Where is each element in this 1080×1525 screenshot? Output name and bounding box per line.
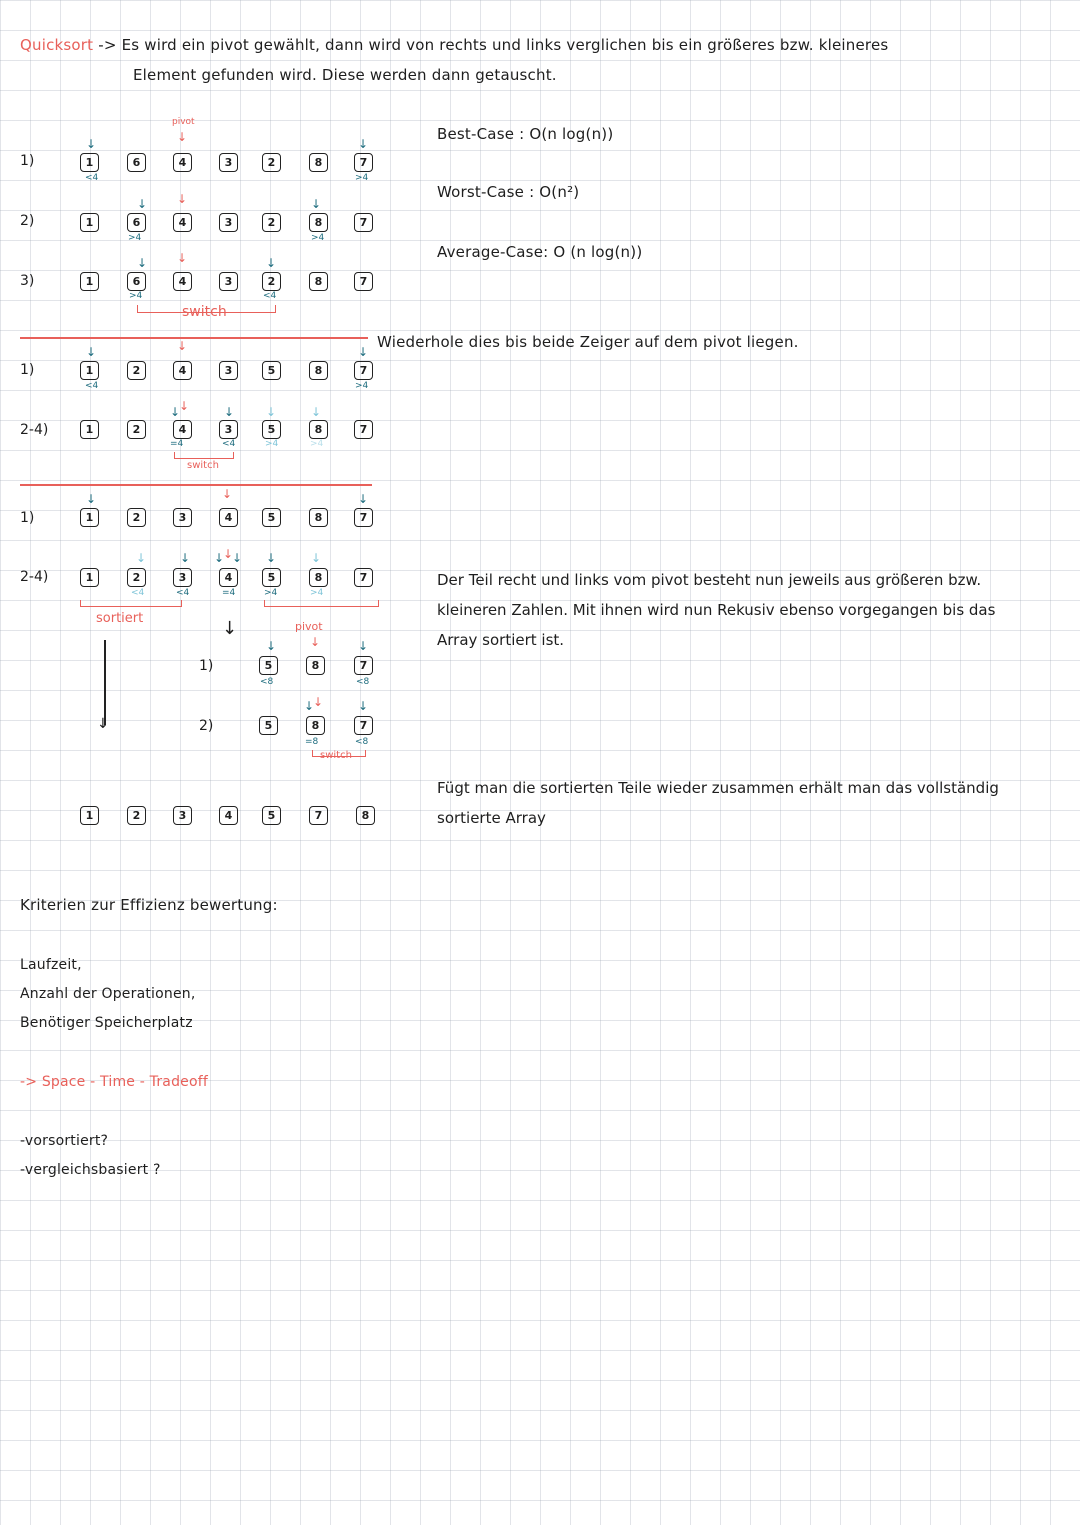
intro-line-2: Element gefunden wird. Diese werden dann getauscht. [133,66,557,84]
left-pointer-arrow: ↓ [214,551,225,565]
pivot-arrow: ↓ [179,399,190,413]
left-pointer-arrow: ↓ [170,405,181,419]
row-label: 2-4) [20,569,49,585]
light-pointer-arrow: ↓ [311,551,322,565]
array-cell: 3 [173,806,192,825]
left-pointer-arrow: ↓ [86,492,97,506]
array-cell: 5 [262,420,281,439]
array-cell: 5 [262,568,281,587]
sortiert-label: sortiert [96,611,144,626]
array-row-r2 [80,213,380,235]
annotation: =4 [222,588,236,598]
array-cell: 8 [306,716,325,735]
pivot-arrow: ↓ [313,695,324,709]
pivot-arrow: ↓ [222,487,233,501]
annotation: <4 [85,381,99,391]
array-cell: 5 [262,361,281,380]
array-cell: 2 [127,420,146,439]
right-pointer-arrow: ↓ [224,405,235,419]
pivot-arrow: ↓ [223,547,234,561]
array-cell: 8 [309,568,328,587]
annotation: <4 [131,588,145,598]
criteria-item: Laufzeit, [20,957,82,973]
row-label: 1) [20,153,35,169]
array-cell: 4 [173,361,192,380]
right-pointer-arrow: ↓ [358,345,369,359]
array-cell: 2 [127,568,146,587]
left-pointer-arrow: ↓ [180,551,191,565]
array-cell: 1 [80,420,99,439]
annotation: =4 [170,439,184,449]
right-pointer-arrow: ↓ [311,197,322,211]
left-pointer-arrow: ↓ [86,137,97,151]
array-cell: 1 [80,213,99,232]
annotation: >4 [265,439,279,449]
array-cell: 7 [354,213,373,232]
annotation: >4 [311,233,325,243]
right-pointer-arrow: ↓ [358,639,369,653]
switch-label: switch [320,750,352,761]
partition-note: Der Teil recht und links vom pivot besteht nun jeweils aus größeren bzw. kleineren Zahlen. Mit ihnen wird nun Rekusiv ebenso vorgegangen bis das Array sortiert ist. [437,571,996,649]
row-label: 2) [20,213,35,229]
array-cell: 8 [309,213,328,232]
array-cell: 3 [219,213,238,232]
array-cell: 1 [80,361,99,380]
array-cell: 8 [309,508,328,527]
down-arrow-icon: ↓ [97,716,109,732]
array-cell: 4 [173,153,192,172]
array-cell: 3 [219,153,238,172]
array-row-r3 [80,272,380,294]
left-pointer-arrow: ↓ [304,699,315,713]
array-cell: 4 [219,568,238,587]
array-row-r1 [80,153,380,175]
annotation: <4 [85,173,99,183]
left-pointer-arrow: ↓ [266,639,277,653]
pivot-arrow: ↓ [177,251,188,265]
array-cell: 4 [173,420,192,439]
switch-label: switch [187,460,219,471]
array-cell: 2 [262,213,281,232]
vertical-line [104,640,106,725]
left-pointer-arrow: ↓ [86,345,97,359]
switch-label: switch [182,304,227,320]
row-label: 3) [20,273,35,289]
array-cell: 7 [309,806,328,825]
array-cell: 2 [262,272,281,291]
light-pointer-arrow: ↓ [136,551,147,565]
left-pointer-arrow: ↓ [137,197,148,211]
divider [20,484,372,486]
divider [20,337,368,339]
criteria-item: Anzahl der Operationen, [20,986,196,1002]
array-cell: 2 [127,361,146,380]
row-label: 2-4) [20,422,49,438]
array-cell: 3 [173,508,192,527]
row-label: 1) [199,658,214,674]
array-cell: 7 [354,361,373,380]
annotation: >4 [355,173,369,183]
left-pointer-arrow: ↓ [137,256,148,270]
annotation: >4 [310,588,324,598]
right-pointer-arrow: ↓ [358,137,369,151]
array-cell: 4 [173,213,192,232]
array-cell: 3 [219,272,238,291]
array-cell: 5 [262,508,281,527]
array-cell: 2 [127,806,146,825]
array-cell: 3 [219,420,238,439]
array-cell: 2 [127,508,146,527]
annotation: >4 [355,381,369,391]
array-row-r6 [80,508,380,530]
pivot-label: pivot [295,620,323,633]
array-cell: 1 [80,272,99,291]
array-cell: 8 [309,361,328,380]
array-cell: 6 [127,153,146,172]
array-cell: 8 [309,420,328,439]
array-cell: 7 [354,568,373,587]
annotation: <8 [356,677,370,687]
annotation: >4 [129,291,143,301]
array-cell: 7 [354,656,373,675]
intro-line-1: Quicksort -> Es wird ein pivot gewählt, dann wird von rechts und links verglichen bis ein größeres bzw. kleineres [20,36,889,54]
pivot-arrow: ↓ [177,192,188,206]
array-cell: 7 [354,153,373,172]
annotation: <4 [263,291,277,301]
array-cell: 1 [80,806,99,825]
array-cell: 8 [309,153,328,172]
down-arrow-icon: ↓ [222,618,238,639]
right-pointer-arrow: ↓ [232,551,243,565]
pivot-arrow: ↓ [177,130,188,144]
question: -vorsortiert? [20,1133,109,1149]
array-cell: 1 [80,568,99,587]
array-cell: 6 [127,213,146,232]
array-cell: 5 [259,656,278,675]
right-pointer-arrow: ↓ [358,492,369,506]
criteria-title: Kriterien zur Effizienz bewertung: [20,896,278,914]
best-case: Best-Case : O(n log(n)) [437,125,614,143]
annotation: >4 [128,233,142,243]
row-label: 1) [20,362,35,378]
pivot-arrow: ↓ [177,339,188,353]
array-cell: 7 [354,716,373,735]
annotation: <8 [355,737,369,747]
array-cell: 7 [354,272,373,291]
array-cell: 4 [173,272,192,291]
array-cell: 1 [80,153,99,172]
sorted-bracket [264,600,379,607]
array-cell: 7 [354,420,373,439]
annotation: >4 [310,439,324,449]
right-pointer-arrow: ↓ [266,551,277,565]
combine-note: Fügt man die sortierten Teile wieder zusammen erhält man das vollständig sortierte Array [437,779,999,827]
tradeoff: -> Space - Time - Tradeoff [20,1074,209,1090]
array-row-r8 [259,656,379,678]
worst-case: Worst-Case : O(n²) [437,183,580,201]
pivot-arrow: ↓ [310,635,321,649]
title: Quicksort [20,36,94,54]
annotation: >4 [264,588,278,598]
right-pointer-arrow: ↓ [358,699,369,713]
question: -vergleichsbasiert ? [20,1162,161,1178]
switch-bracket [174,452,234,459]
array-cell: 2 [262,153,281,172]
annotation: =8 [305,737,319,747]
annotation: <4 [176,588,190,598]
array-cell: 3 [219,361,238,380]
pivot-label: pivot [172,117,195,127]
light-pointer-arrow: ↓ [266,405,277,419]
right-pointer-arrow: ↓ [266,256,277,270]
row-label: 2) [199,718,214,734]
light-pointer-arrow: ↓ [311,405,322,419]
row-label: 1) [20,510,35,526]
array-row-r4 [80,361,380,383]
average-case: Average-Case: O (n log(n)) [437,243,643,261]
array-row-r9 [259,716,379,738]
criteria-item: Benötiger Speicherplatz [20,1015,193,1031]
array-cell: 3 [173,568,192,587]
array-cell: 8 [356,806,375,825]
array-cell: 5 [259,716,278,735]
array-row-final [80,806,380,828]
array-cell: 5 [262,806,281,825]
array-cell: 1 [80,508,99,527]
array-cell: 6 [127,272,146,291]
annotation: <8 [260,677,274,687]
array-cell: 4 [219,508,238,527]
array-cell: 4 [219,806,238,825]
array-row-r7 [80,568,380,590]
annotation: <4 [222,439,236,449]
sorted-bracket [80,600,182,607]
array-cell: 8 [309,272,328,291]
array-cell: 7 [354,508,373,527]
repeat-note: Wiederhole dies bis beide Zeiger auf dem pivot liegen. [377,333,799,351]
array-cell: 8 [306,656,325,675]
